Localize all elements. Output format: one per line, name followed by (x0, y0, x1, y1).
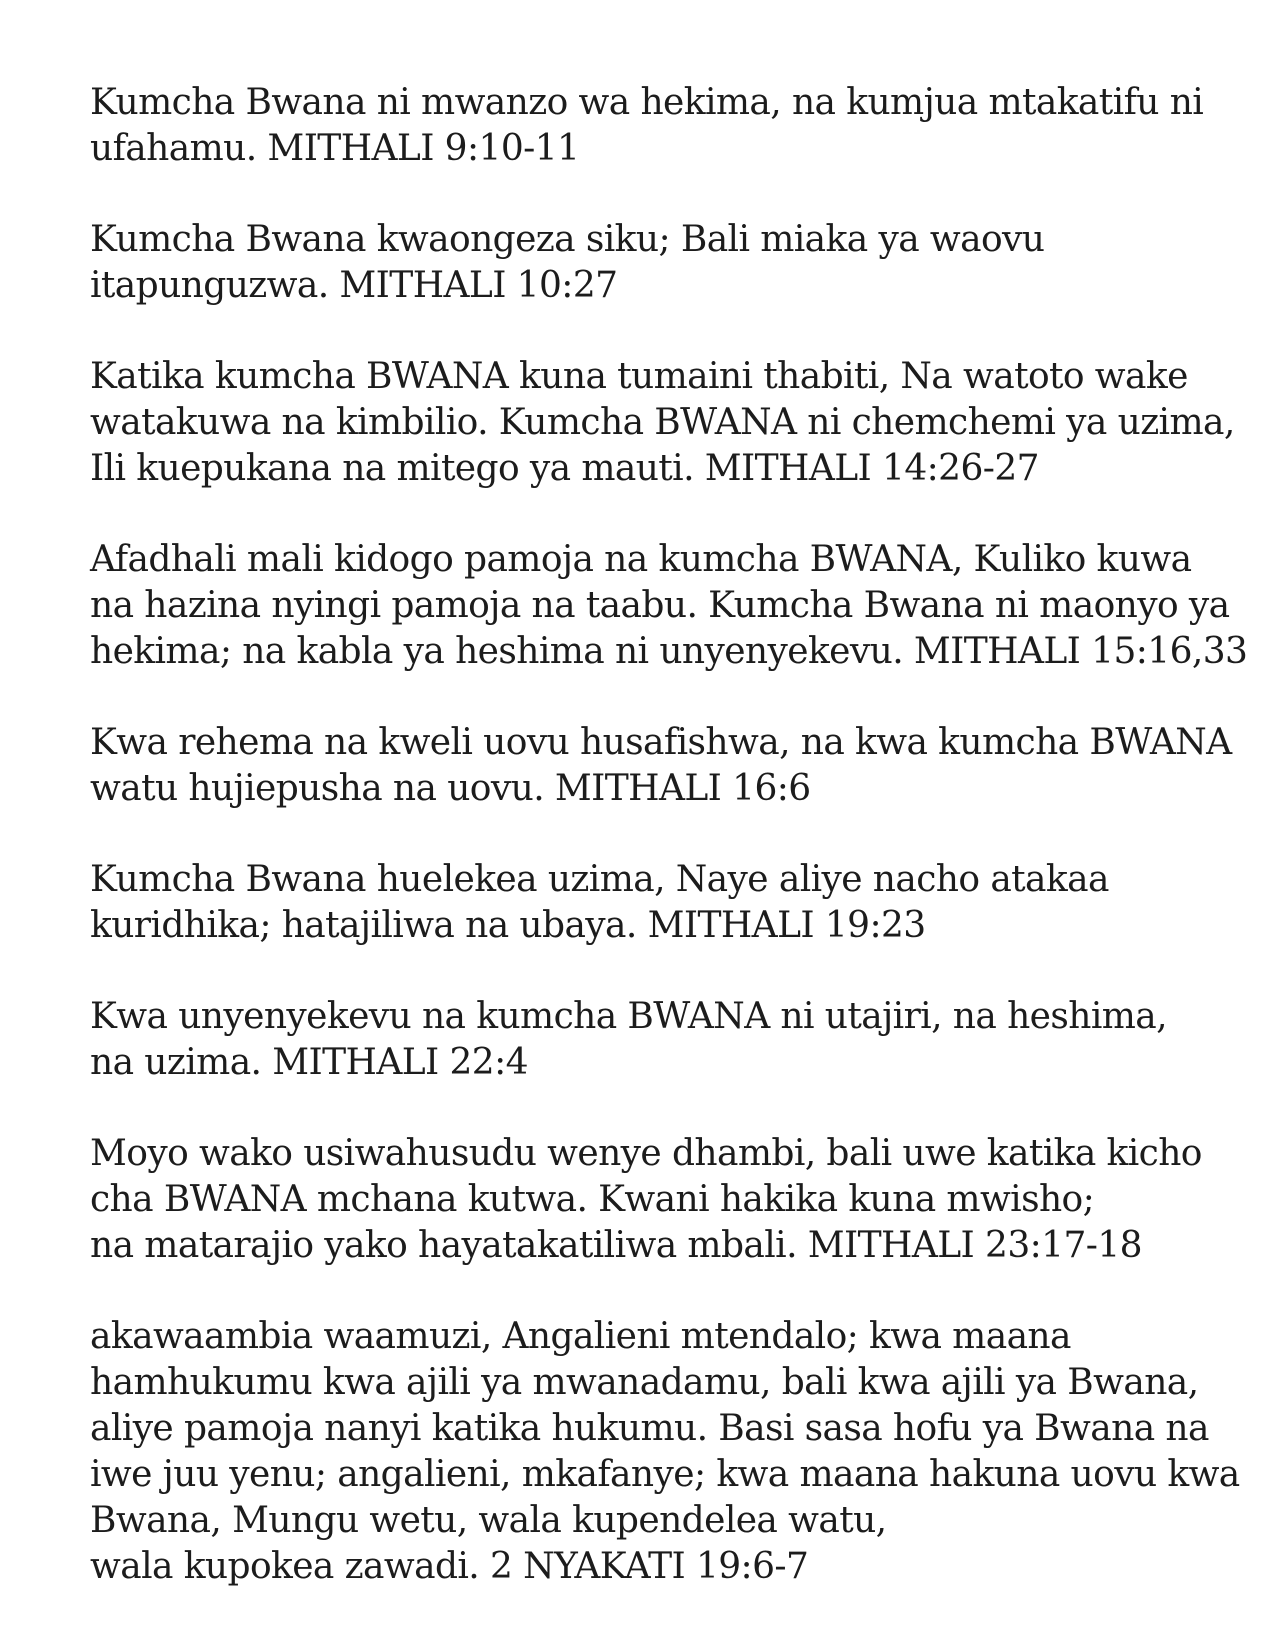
passage-mithali-22 (90, 994, 1240, 1086)
passage-line: na hazina nyingi pamoja na taabu. Kumcha Bwana ni maonyo ya (90, 585, 1230, 626)
passage-line: akawaambia waamuzi, Angalieni mtendalo; kwa maana (90, 1316, 1071, 1357)
passage-line: watu hujiepusha na uovu. MITHALI 16:6 (90, 768, 811, 809)
passage-line: Kwa unyenyekevu na kumcha BWANA ni utajiri, na heshima, (90, 996, 1167, 1037)
passage-line: na matarajio yako hayatakatiliwa mbali. MITHALI 23:17-18 (90, 1225, 1142, 1266)
passage-line: aliye pamoja nanyi katika hukumu. Basi sasa hofu ya Bwana na (90, 1408, 1209, 1449)
passage-mithali-15 (90, 537, 1248, 675)
passage-line: Afadhali mali kidogo pamoja na kumcha BWANA, Kuliko kuwa (90, 539, 1192, 580)
passage-line: watakuwa na kimbilio. Kumcha BWANA ni chemchemi ya uzima, (90, 402, 1235, 443)
passage-list (90, 80, 1248, 1635)
passage-mithali-14 (90, 354, 1240, 492)
passage-line: itapunguzwa. MITHALI 10:27 (90, 265, 618, 306)
passage-line: ufahamu. MITHALI 9:10-11 (90, 128, 580, 169)
passage-line: Kumcha Bwana huelekea uzima, Naye aliye nacho atakaa (90, 859, 1109, 900)
passage-line: Moyo wako usiwahusudu wenye dhambi, bali uwe katika kicho (90, 1133, 1202, 1174)
passage-mithali-16 (90, 720, 1240, 812)
passage-2-nyakati-19 (90, 1314, 1240, 1590)
passage-line: Ili kuepukana na mitego ya mauti. MITHALI 14:26-27 (90, 448, 1039, 489)
passage-line: wala kupokea zawadi. 2 NYAKATI 19:6-7 (90, 1546, 809, 1587)
passage-line: Katika kumcha BWANA kuna tumaini thabiti, Na watoto wake (90, 356, 1188, 397)
passage-mithali-19 (90, 857, 1240, 949)
passage-line: kuridhika; hatajiliwa na ubaya. MITHALI 19:23 (90, 905, 926, 946)
passage-line: Kumcha Bwana ni mwanzo wa hekima, na kumjua mtakatifu ni (90, 82, 1204, 123)
passage-line: Kumcha Bwana kwaongeza siku; Bali miaka ya waovu (90, 219, 1045, 260)
passage-line: na uzima. MITHALI 22:4 (90, 1042, 528, 1083)
passage-line: Bwana, Mungu wetu, wala kupendelea watu, (90, 1500, 887, 1541)
passage-mithali-10 (90, 217, 1240, 309)
passage-line: iwe juu yenu; angalieni, mkafanye; kwa maana hakuna uovu kwa (90, 1454, 1240, 1495)
passage-line: hekima; na kabla ya heshima ni unyenyekevu. MITHALI 15:16,33 (90, 631, 1248, 672)
passage-mithali-9 (90, 80, 1240, 172)
passage-line: cha BWANA mchana kutwa. Kwani hakika kuna mwisho; (90, 1179, 1095, 1220)
passage-mithali-23 (90, 1131, 1240, 1269)
passage-line: Kwa rehema na kweli uovu husafishwa, na kwa kumcha BWANA (90, 722, 1232, 763)
passage-line: hamhukumu kwa ajili ya mwanadamu, bali kwa ajili ya Bwana, (90, 1362, 1199, 1403)
